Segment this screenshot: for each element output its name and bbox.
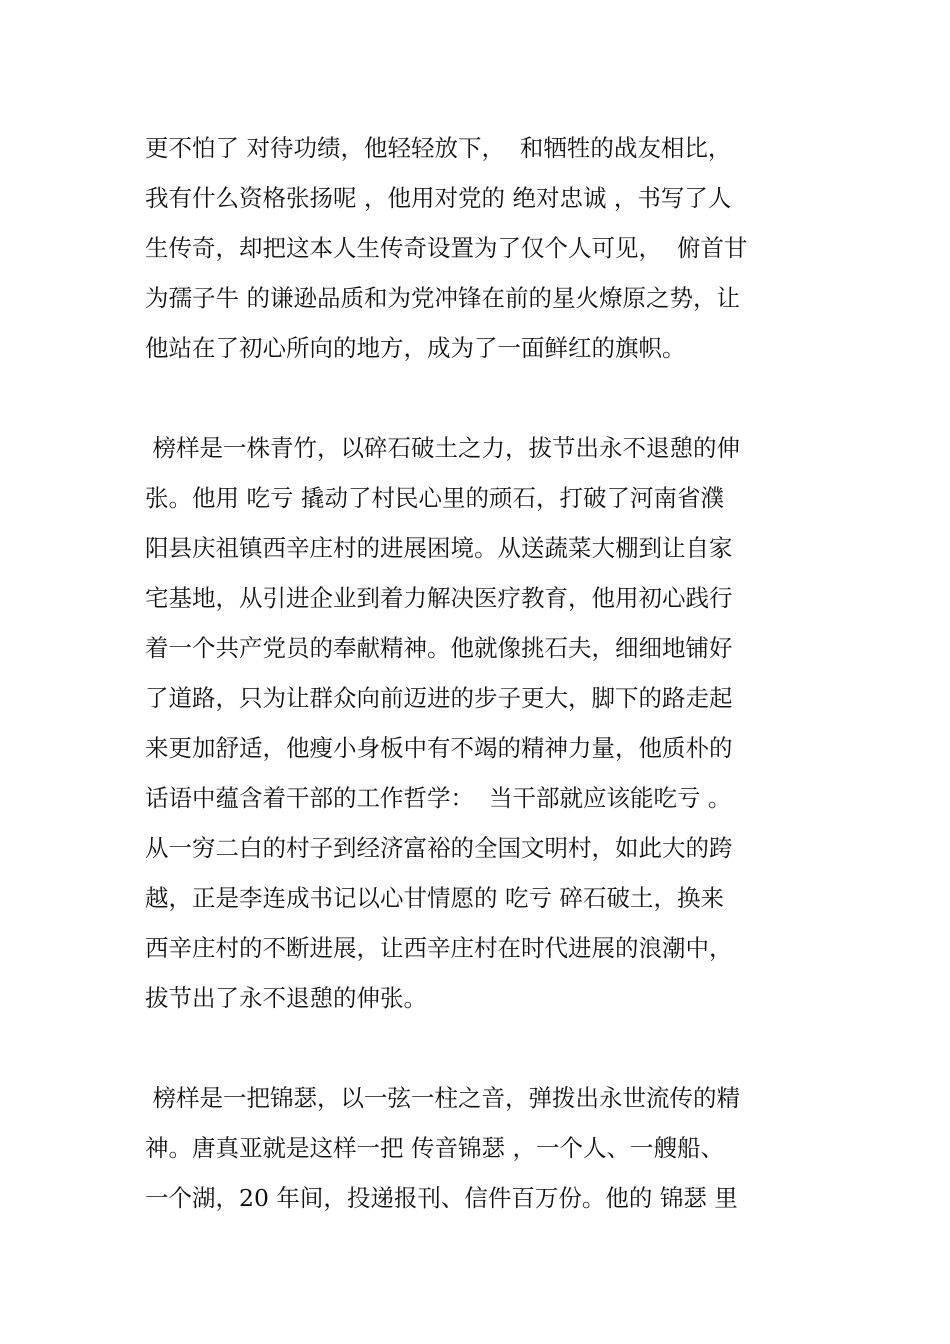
paragraph-line: 榜样是一株青竹，以碎石破土之力，拔节出永不退憩的伸 [145,434,740,462]
paragraph-line: 话语中蕴含着干部的工作哲学： 当干部就应该能吃亏 。 [145,784,732,812]
paragraph-line: 张。他用 吃亏 撬动了村民心里的顽石，打破了河南省濮 [145,484,724,512]
paragraph-line: 西辛庄村的不断进展，让西辛庄村在时代进展的浪潮中， [145,934,733,962]
paragraph-line: 来更加舒适，他瘦小身板中有不竭的精神力量，他质朴的 [145,734,733,762]
paragraph-line: 宅基地，从引进企业到着力解决医疗教育，他用初心践行 [145,584,733,612]
paragraph-line: 了道路，只为让群众向前迈进的步子更大，脚下的路走起 [145,684,733,712]
paragraph-line: 着一个共产党员的奉献精神。他就像挑石夫，细细地铺好 [145,634,733,662]
paragraph-line: 一个湖，20 年间，投递报刊、信件百万份。他的 锦瑟 里 [145,1184,738,1212]
paragraph-line: 从一穷二白的村子到经济富裕的全国文明村，如此大的跨 [145,834,733,862]
paragraph-line: 我有什么资格张扬呢 ，他用对党的 绝对忠诚 ，书写了人 [145,184,732,212]
paragraph-line: 他站在了初心所向的地方，成为了一面鲜红的旗帜。 [145,334,686,362]
paragraph-line: 为孺子牛 的谦逊品质和为党冲锋在前的星火燎原之势，让 [145,284,740,312]
paragraph-line: 越，正是李连成书记以心甘情愿的 吃亏 碎石破土，换来 [145,884,724,912]
paragraph-line: 神。唐真亚就是这样一把 传音锦瑟 ，一个人、一艘船、 [145,1134,724,1162]
paragraph-line: 阳县庆祖镇西辛庄村的进展困境。从送蔬菜大棚到让自家 [145,534,733,562]
paragraph-line: 榜样是一把锦瑟，以一弦一柱之音，弹拨出永世流传的精 [145,1084,740,1112]
paragraph-line: 拔节出了永不退憩的伸张。 [145,984,427,1012]
paragraph-line: 更不怕了 对待功绩，他轻轻放下， 和牺牲的战友相比， [145,134,732,162]
paragraph-line: 生传奇，却把这本人生传奇设置为了仅个人可见， 俯首甘 [145,234,748,262]
